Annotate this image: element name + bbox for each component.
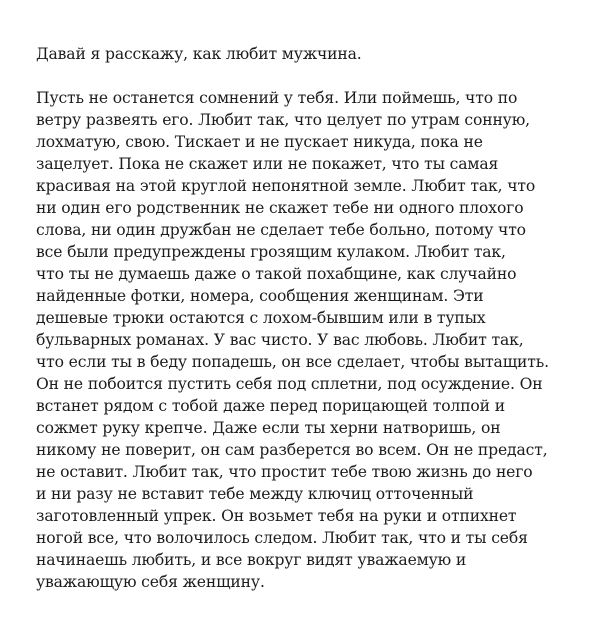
body-line: сожмет руку крепче. Даже если ты херни натворишь, он (36, 419, 501, 437)
body-line: красивая на этой круглой непонятной земле. Любит так, что (36, 177, 536, 195)
body-line: лохматую, свою. Тискает и не пускает никуда, пока не (36, 133, 483, 151)
body-line: ни один его родственник не скажет тебе ни одного плохого (36, 199, 524, 217)
body-line: и ни разу не вставит тебе между ключиц отточенный (36, 485, 474, 503)
body-line: встанет рядом с тобой даже перед порицающей толпой и (36, 397, 505, 415)
body-line: никому не поверит, он сам разберется во всем. Он не предаст, (36, 441, 548, 459)
body-line: найденные фотки, номера, сообщения женщинам. Эти (36, 287, 484, 305)
body-line: что если ты в беду попадешь, он все сделает, чтобы вытащить. (36, 353, 549, 371)
body-line: что ты не думаешь даже о такой похабщине, как случайно (36, 265, 517, 283)
body-line: все были предупреждены грозящим кулаком. Любит так, (36, 243, 506, 261)
body-line: зацелует. Пока не скажет или не покажет, что ты самая (36, 155, 499, 173)
body-line: заготовленный упрек. Он возьмет тебя на руки и отпихнет (36, 507, 517, 525)
body-line: не оставит. Любит так, что простит тебе твою жизнь до него (36, 463, 533, 481)
body-line: Он не побоится пустить себя под сплетни, под осуждение. Он (36, 375, 543, 393)
body-line: начинаешь любить, и все вокруг видят уважаемую и (36, 551, 467, 569)
body-line: уважающую себя женщину. (36, 573, 265, 591)
body-line: слова, ни один дружбан не сделает тебе больно, потому что (36, 221, 526, 239)
body-line: ногой все, что волочилось следом. Любит так, что и ты себя (36, 529, 528, 547)
document-body (36, 87, 584, 593)
text-block (36, 43, 584, 593)
document-title: Давай я расскажу, как любит мужчина. (36, 45, 362, 63)
body-line: дешевые трюки остаются с лохом-бывшим или в тупых (36, 309, 486, 327)
body-line: бульварных романах. У вас чисто. У вас любовь. Любит так, (36, 331, 524, 349)
body-line: ветру развеять его. Любит так, что целует по утрам сонную, (36, 111, 530, 129)
body-line: Пусть не останется сомнений у тебя. Или поймешь, что по (36, 89, 518, 107)
